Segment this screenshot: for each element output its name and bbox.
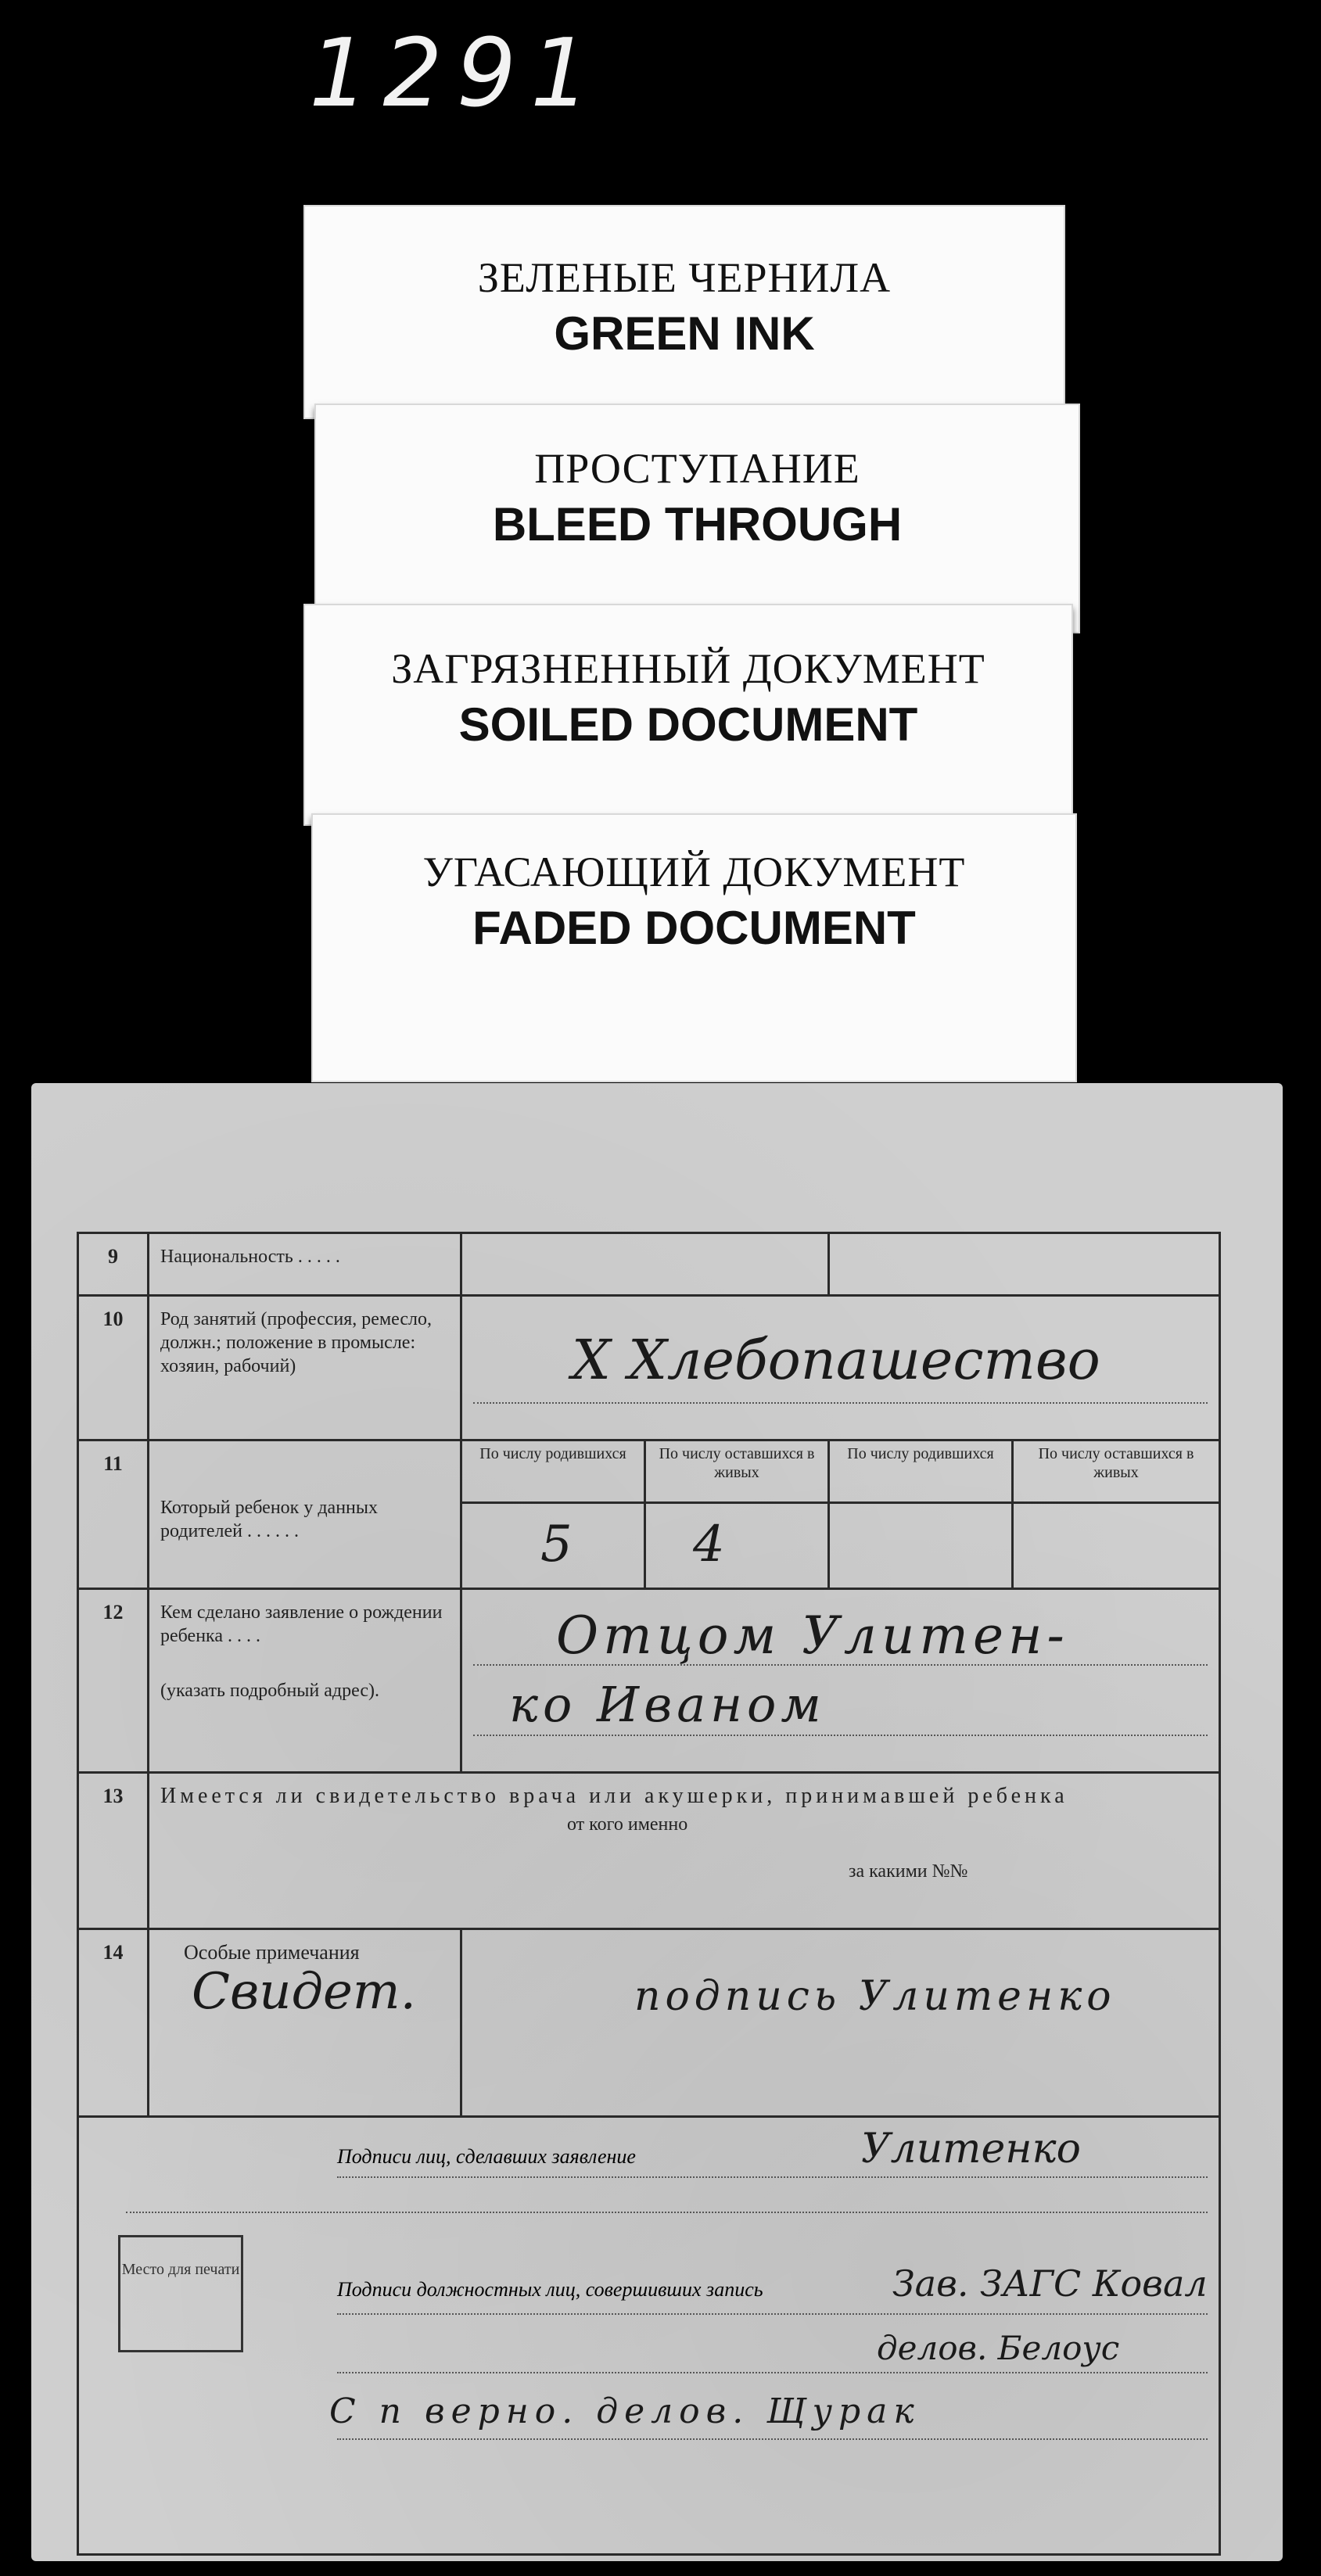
card-label-en: SOILED DOCUMENT	[458, 698, 918, 751]
handwritten-born-count: 5	[540, 1516, 573, 1573]
dotted-line	[337, 2438, 1208, 2440]
card-label-en: BLEED THROUGH	[492, 498, 903, 551]
stamp-place: Место для печати	[118, 2235, 243, 2352]
dotted-line	[473, 1402, 1208, 1404]
certificate-question: Имеется ли свидетельство врача или акушерки, принимавшей ребенка	[160, 1784, 1068, 1808]
applicants-signature-label: Подписи лиц, сделавших заявление	[337, 2145, 636, 2168]
row-label: Особые примечания	[184, 1941, 360, 1964]
handwritten-alive-count: 4	[693, 1516, 725, 1573]
dotted-line	[473, 1735, 1208, 1736]
certificate-numbers: за какими №№	[849, 1861, 968, 1882]
card-label-en: GREEN INK	[554, 307, 815, 360]
signatures-cell	[78, 2117, 1220, 2555]
officials-signature-label: Подписи должностных лиц, совершивших запись	[337, 2278, 763, 2301]
row-label: Кем сделано заявление о рождении ребенка . . . .	[160, 1602, 443, 1646]
column-header: По числу оставшихся в живых	[1013, 1440, 1220, 1503]
row-declarant	[78, 1589, 1220, 1773]
dotted-line	[337, 2372, 1208, 2373]
card-faded-document	[311, 813, 1077, 1082]
row-nationality	[78, 1233, 1220, 1296]
row-certificate	[78, 1773, 1220, 1929]
column-header: По числу родившихся	[461, 1440, 645, 1503]
handwritten-occupation: Х Хлебопашество	[572, 1328, 1100, 1392]
card-label-ru: УГАСАЮЩИЙ ДОКУМЕНТ	[422, 849, 966, 895]
dotted-line	[473, 1664, 1208, 1666]
handwritten-signature-note: подпись Улитенко	[634, 1973, 1116, 2020]
card-label-ru: ЗЕЛЕНЫЕ ЧЕРНИЛА	[477, 254, 892, 301]
form-table	[77, 1232, 1221, 2556]
registry-form	[31, 1083, 1283, 2561]
dotted-line	[126, 2212, 1208, 2213]
value-cell	[645, 1503, 829, 1589]
row-label-address: (указать подробный адрес).	[160, 1681, 380, 1701]
card-label-ru: ЗАГРЯЗНЕННЫЙ ДОКУМЕНТ	[391, 645, 985, 692]
card-label-ru: ПРОСТУПАНИЕ	[534, 445, 860, 492]
row-label-cell	[149, 1589, 461, 1773]
row-number: 14	[78, 1929, 149, 2117]
handwritten-note: Свидет.	[192, 1963, 416, 2021]
notes-label-cell	[149, 1929, 461, 2117]
value-cell	[461, 1589, 1220, 1773]
handwritten-official-signature-1: Зав. ЗАГС Ковал	[892, 2262, 1208, 2305]
signatures-section	[78, 2117, 1220, 2555]
row-number: 13	[78, 1773, 149, 1929]
certificate-cell	[149, 1773, 1220, 1929]
row-label: Который ребенок у данных родителей . . . . . .	[149, 1440, 461, 1589]
column-header: По числу оставшихся в живых	[645, 1440, 829, 1503]
row-label: Национальность . . . . .	[149, 1233, 461, 1296]
value-cell	[829, 1503, 1013, 1589]
handwritten-official-signature-3: С п верно. делов. Щурак	[329, 2391, 921, 2431]
certificate-from-whom: от кого именно	[567, 1814, 688, 1835]
handwritten-declarant-line1: Отцом Улитен-	[556, 1606, 1069, 1666]
card-soiled-document	[303, 604, 1073, 826]
value-cell	[461, 1929, 1220, 2117]
archive-number: 1291	[309, 20, 605, 128]
row-label: Род занятий (профессия, ремесло, должн.; положение в промысле: хозяин, рабочий)	[149, 1296, 461, 1440]
value-cell	[461, 1503, 645, 1589]
value-cell	[829, 1233, 1220, 1296]
card-green-ink	[303, 205, 1065, 419]
handwritten-applicant-signature: Улитенко	[861, 2126, 1081, 2172]
dotted-line	[337, 2176, 1208, 2178]
row-special-notes	[78, 1929, 1220, 2117]
value-cell	[1013, 1503, 1220, 1589]
value-cell	[461, 1233, 829, 1296]
handwritten-declarant-line2: ко Иваном	[509, 1676, 826, 1733]
dotted-line	[337, 2313, 1208, 2315]
row-number: 11	[78, 1440, 149, 1589]
card-label-en: FADED DOCUMENT	[472, 902, 916, 954]
value-cell	[461, 1296, 1220, 1440]
row-number: 10	[78, 1296, 149, 1440]
row-child-order-header	[78, 1440, 1220, 1503]
row-number: 9	[78, 1233, 149, 1296]
card-bleed-through	[314, 404, 1080, 633]
column-header: По числу родившихся	[829, 1440, 1013, 1503]
row-occupation	[78, 1296, 1220, 1440]
handwritten-official-signature-2: делов. Белоус	[877, 2329, 1120, 2367]
row-number: 12	[78, 1589, 149, 1773]
